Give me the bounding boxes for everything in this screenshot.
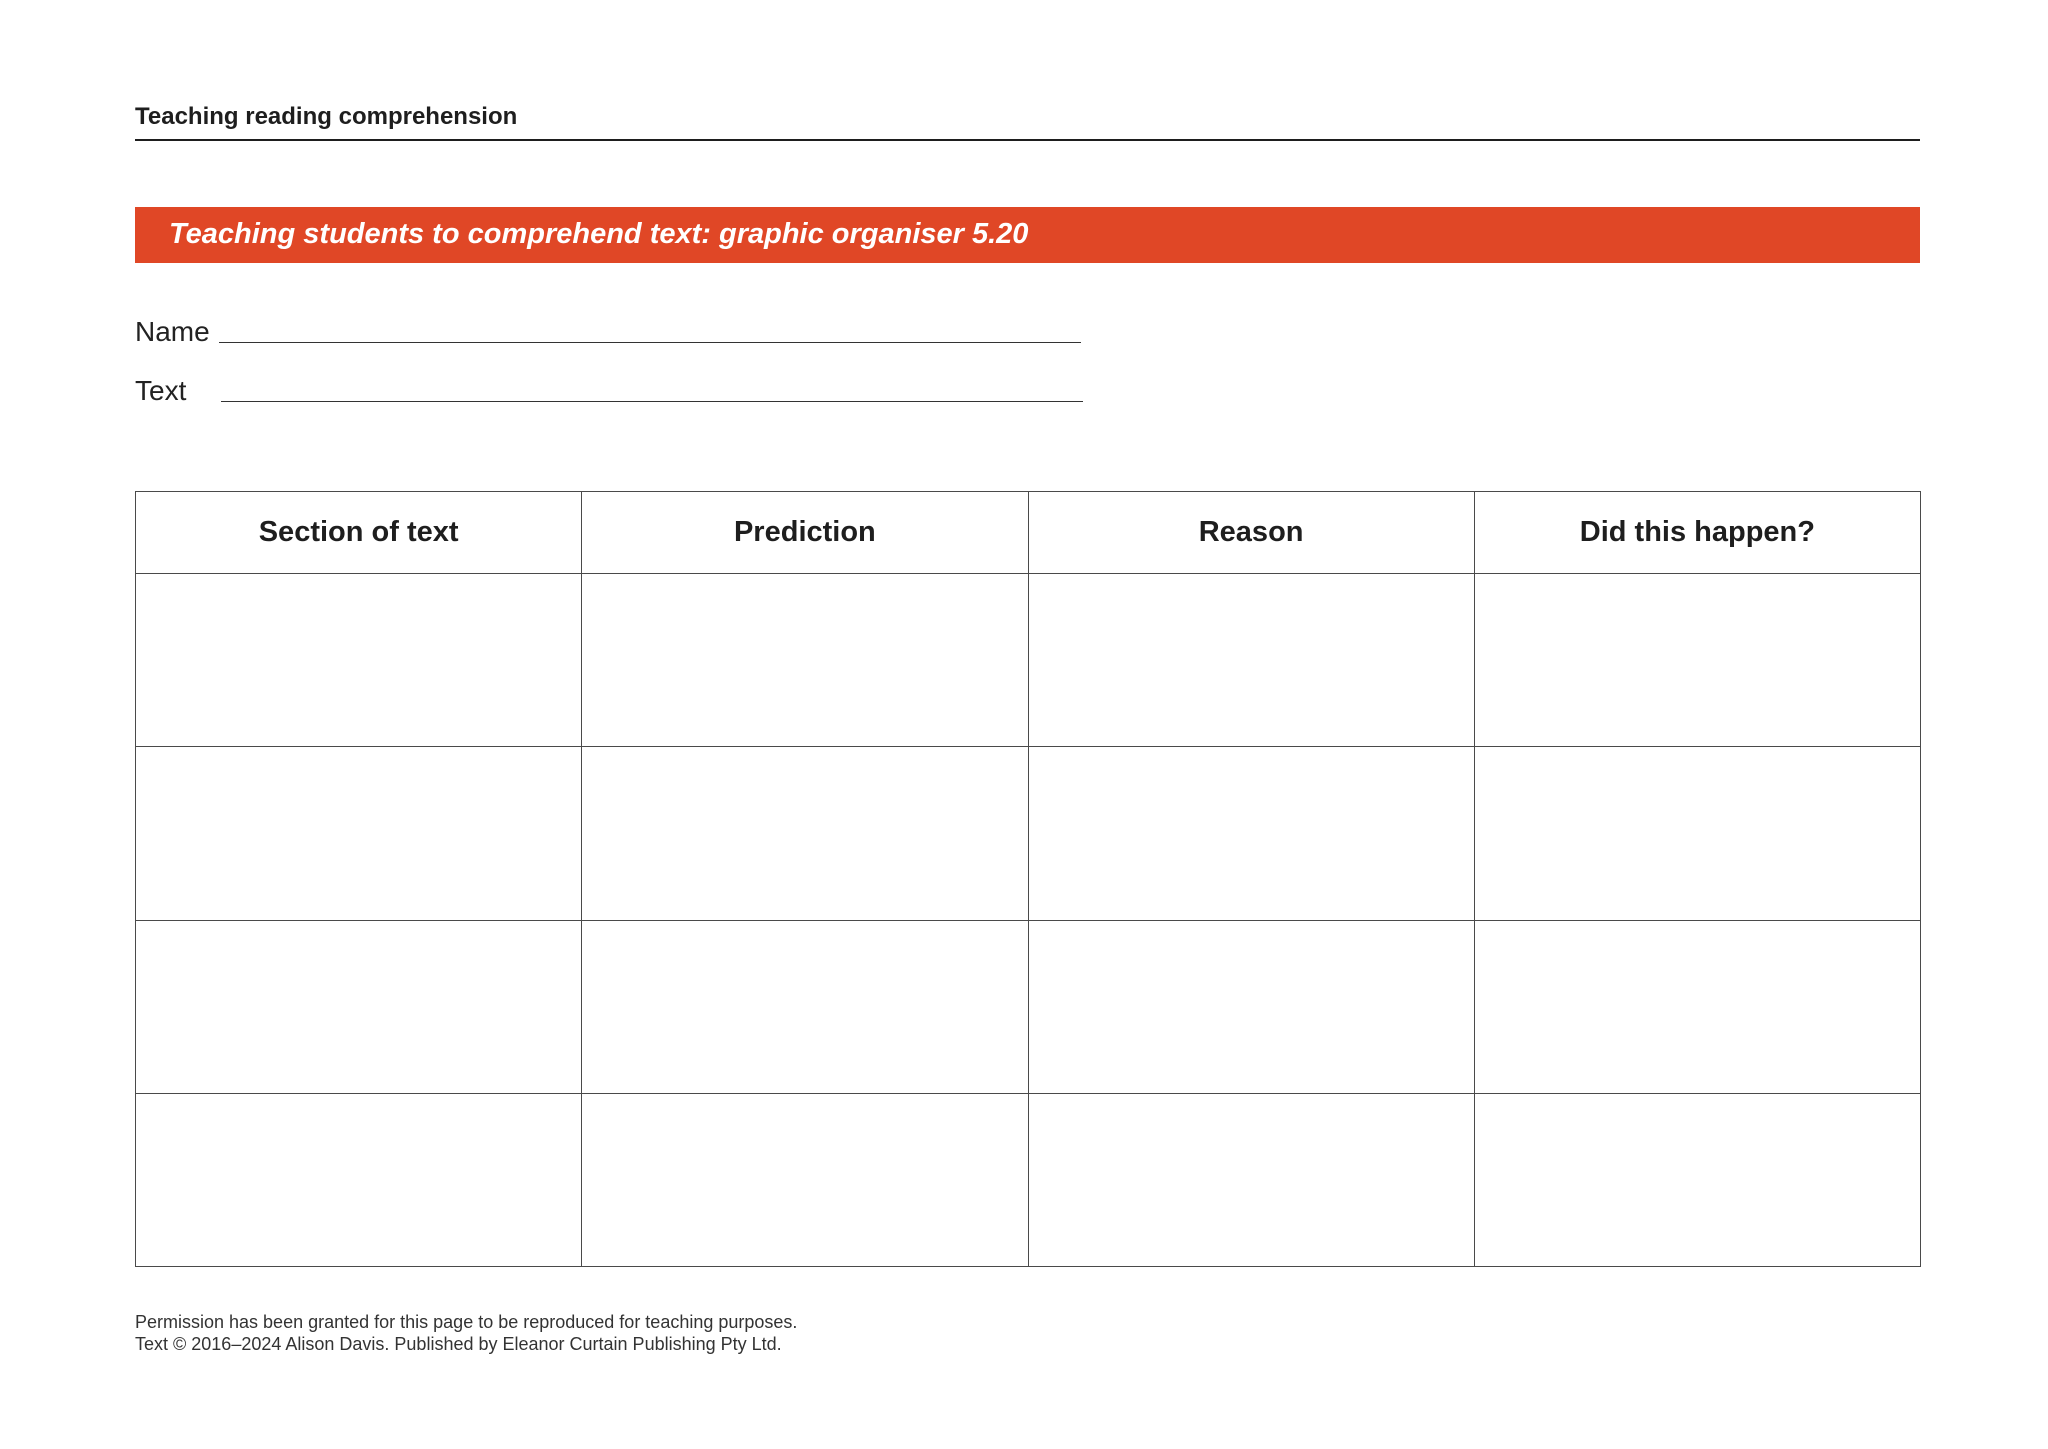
table-cell-prediction[interactable] — [582, 920, 1028, 1093]
table-cell-reason[interactable] — [1028, 747, 1474, 920]
column-header-prediction: Prediction — [582, 492, 1028, 574]
table-header-row — [136, 492, 1921, 574]
running-header-title: Teaching reading comprehension — [135, 103, 518, 130]
footer-copyright-text: Text © 2016–2024 Alison Davis. Published by Eleanor Curtain Publishing Pty Ltd. — [135, 1334, 782, 1354]
table-cell-section[interactable] — [136, 574, 582, 747]
banner-title: Teaching students to comprehend text: graphic organiser 5.20 — [169, 218, 1029, 250]
text-field-line[interactable] — [221, 401, 1083, 402]
footer — [135, 1311, 797, 1355]
prediction-table — [135, 491, 1921, 1267]
table-cell-prediction[interactable] — [582, 747, 1028, 920]
table-cell-happened[interactable] — [1474, 747, 1920, 920]
table-row — [136, 747, 1921, 920]
column-header-did-this-happen: Did this happen? — [1474, 492, 1920, 574]
table-cell-section[interactable] — [136, 747, 582, 920]
table-cell-happened[interactable] — [1474, 1093, 1920, 1266]
table-row — [136, 1093, 1921, 1266]
table-cell-reason[interactable] — [1028, 920, 1474, 1093]
footer-permission-text: Permission has been granted for this page to be reproduced for teaching purposes. — [135, 1312, 798, 1332]
table-cell-reason[interactable] — [1028, 574, 1474, 747]
running-header — [135, 100, 1920, 141]
table-cell-prediction[interactable] — [582, 574, 1028, 747]
table-cell-section[interactable] — [136, 920, 582, 1093]
table-cell-section[interactable] — [136, 1093, 582, 1266]
table-row — [136, 574, 1921, 747]
table-row — [136, 920, 1921, 1093]
text-label: Text — [135, 375, 187, 406]
table-cell-happened[interactable] — [1474, 920, 1920, 1093]
column-header-reason: Reason — [1028, 492, 1474, 574]
name-label: Name — [135, 316, 210, 347]
column-header-section-of-text: Section of text — [136, 492, 582, 574]
table-cell-happened[interactable] — [1474, 574, 1920, 747]
table-cell-reason[interactable] — [1028, 1093, 1474, 1266]
table-cell-prediction[interactable] — [582, 1093, 1028, 1266]
name-field-line[interactable] — [219, 342, 1081, 343]
title-banner — [135, 207, 1920, 263]
